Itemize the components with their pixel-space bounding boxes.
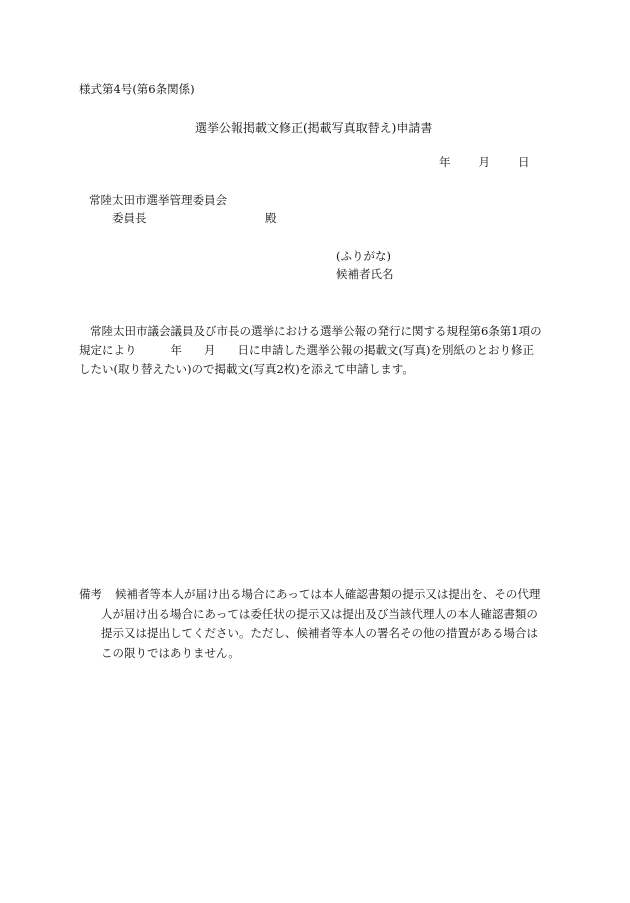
form-number: 様式第4号(第6条関係)	[79, 82, 195, 96]
remarks-line-4: この限りではありません。	[101, 645, 240, 660]
application-body	[79, 322, 554, 379]
date-month-label: 月	[478, 155, 490, 169]
body-line-2-start: 規定により	[79, 343, 137, 357]
document-title: 選挙公報掲載文修正(掲載写真取替え)申請書	[195, 121, 433, 135]
addressee-organization: 常陸太田市選挙管理委員会	[89, 193, 227, 207]
remarks-label: 備考	[79, 587, 102, 601]
body-line-3: したい(取り替えたい)ので掲載文(写真2枚)を添えて申請します。	[79, 362, 414, 376]
body-year-label: 年	[170, 343, 182, 357]
body-line-1: 常陸太田市議会議員及び市長の選挙における選挙公報の発行に関する規程第6条第1項の	[90, 324, 542, 338]
body-line-2	[79, 341, 554, 360]
date-day-label: 日	[518, 155, 530, 169]
addressee-title: 委員長	[112, 211, 147, 225]
remarks-line-2: 人が届け出る場合にあっては委任状の提示又は提出及び当該代理人の本人確認書類の	[101, 606, 538, 621]
furigana-label: (ふりがな)	[336, 249, 391, 263]
body-line-2-end: 日に申請した選挙公報の掲載文(写真)を別紙のとおり修正	[237, 343, 534, 357]
remarks-line-3: 提示又は提出してください。ただし、候補者等本人の署名その他の措置がある場合は	[101, 626, 538, 640]
remarks-text	[101, 585, 551, 663]
date-line	[439, 157, 530, 169]
remarks-line-1: 候補者等本人が届け出る場合にあっては本人確認書類の提示又は提出を、その代理	[115, 587, 541, 601]
date-year-label: 年	[439, 155, 451, 169]
addressee-honorific: 殿	[265, 211, 277, 225]
candidate-name-label: 候補者氏名	[336, 267, 394, 281]
body-month-label: 月	[204, 343, 216, 357]
